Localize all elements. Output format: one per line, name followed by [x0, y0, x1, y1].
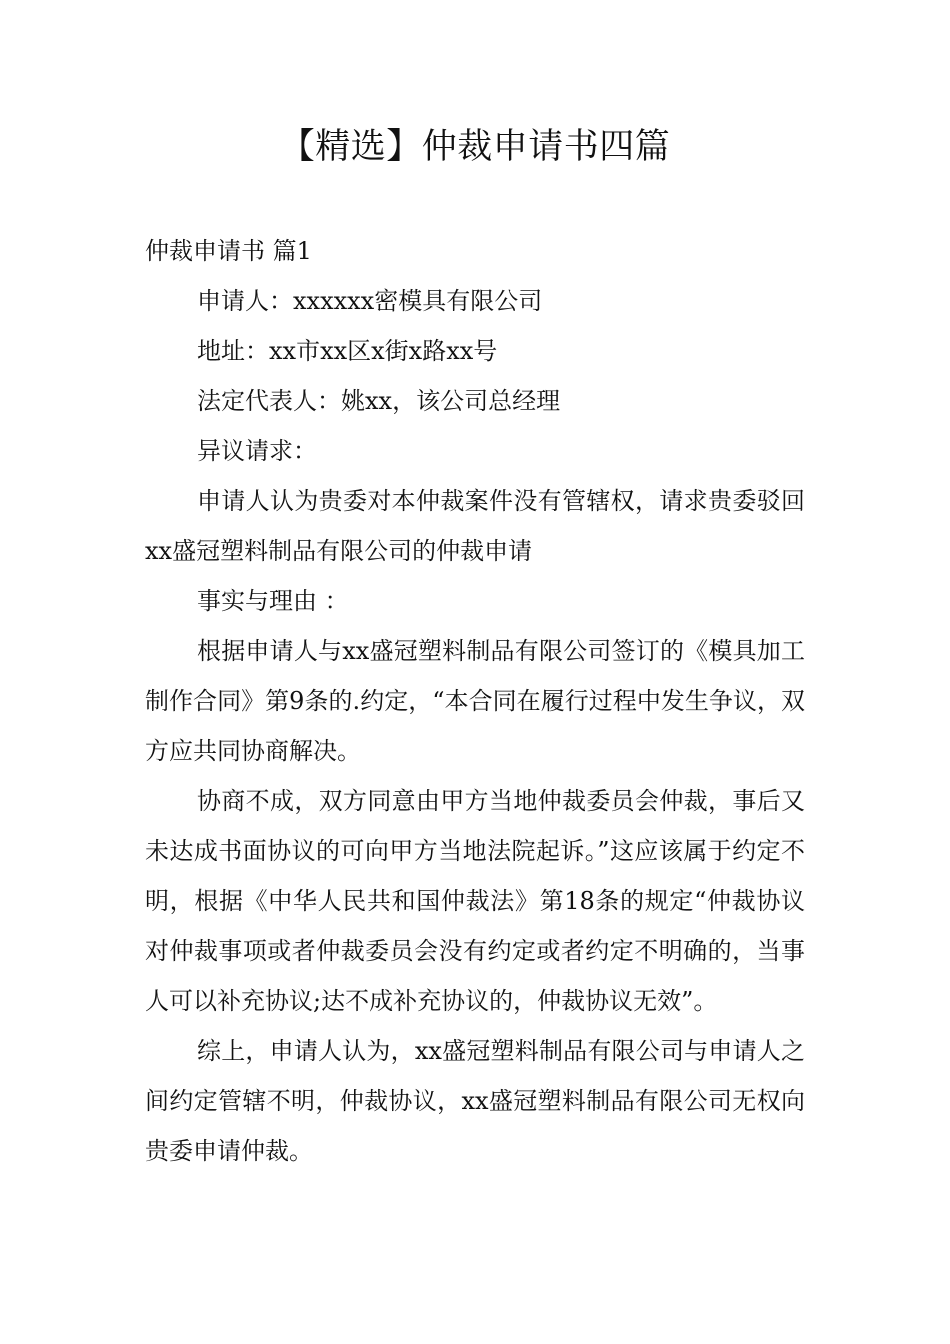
address-line: 地址：xx市xx区x街x路xx号 — [197, 337, 498, 365]
arbitration-law-paragraph: 协商不成，双方同意由甲方当地仲裁委员会仲裁，事后又未达成书面协议的可向甲方当地法院起诉。”这应该属于约定不明，根据《中华人民共和国仲裁法》第18条的规定“仲裁协议对仲裁事项或者仲裁委员会没有约定或者约定不明确的，当事人可以补充协议;达不成补充协议的，仲裁协议无效”。 — [145, 787, 805, 1015]
conclusion-paragraph: 综上，申请人认为，xx盛冠塑料制品有限公司与申请人之间约定管辖不明，仲裁协议，xx盛冠塑料制品有限公司无权向贵委申请仲裁。 — [145, 1037, 805, 1165]
contract-clause-paragraph: 根据申请人与xx盛冠塑料制品有限公司签订的《模具加工制作合同》第9条的.约定，“本合同在履行过程中发生争议，双方应共同协商解决。 — [145, 637, 805, 765]
objection-request-paragraph: 申请人认为贵委对本仲裁案件没有管辖权，请求贵委驳回xx盛冠塑料制品有限公司的仲裁申请 — [145, 487, 805, 565]
objection-request-heading: 异议请求： — [197, 437, 317, 465]
document-body — [145, 226, 805, 1176]
applicant-line: 申请人：xxxxxx密模具有限公司 — [197, 287, 543, 315]
section-heading: 仲裁申请书 篇1 — [145, 237, 312, 265]
facts-reasons-heading: 事实与理由 ： — [197, 587, 349, 615]
document-title: 【精选】仲裁申请书四篇 — [279, 127, 671, 167]
legal-representative-line: 法定代表人：姚xx，该公司总经理 — [197, 387, 561, 415]
